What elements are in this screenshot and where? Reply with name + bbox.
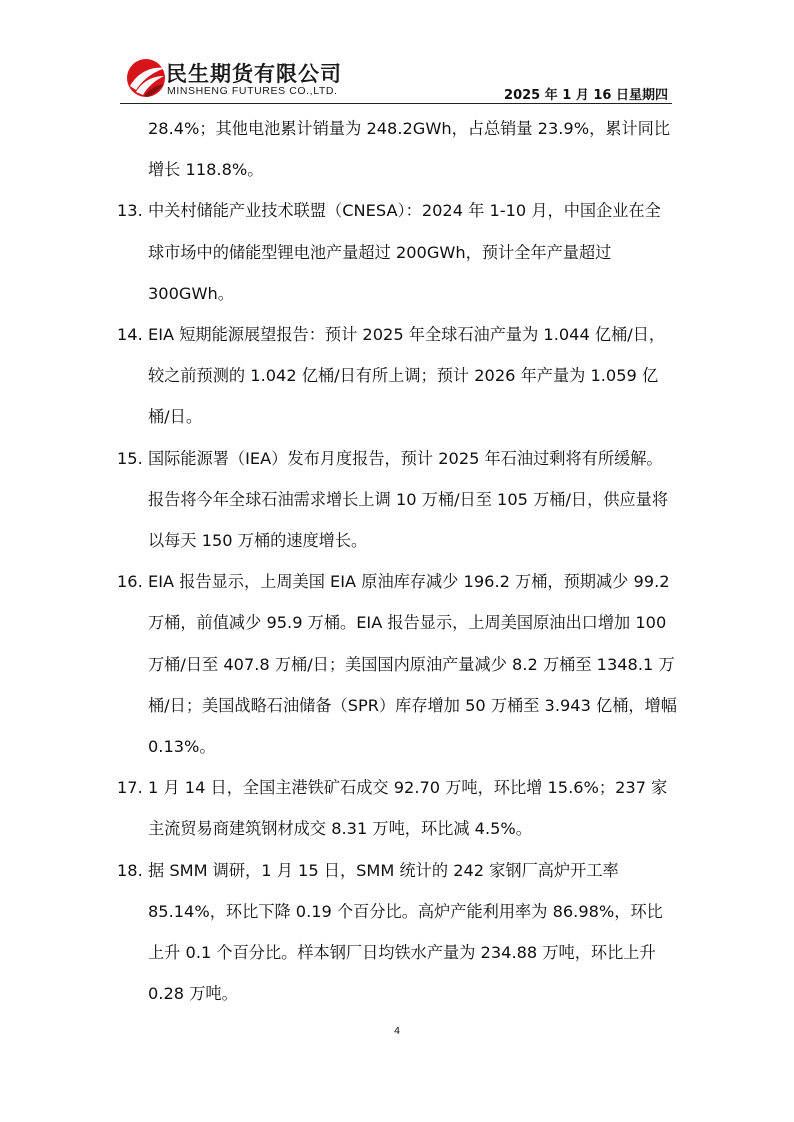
list-item-18: [117, 850, 677, 1015]
list-item-13: [117, 190, 677, 314]
list-item-17: [117, 767, 677, 849]
header-divider: [120, 103, 672, 104]
continued-paragraph: 28.4%；其他电池累计销量为 248.2GWh，占总销量 23.9%，累计同比增长 118.8%。: [148, 119, 671, 180]
list-item-16: [117, 561, 677, 767]
item-number: 17.: [117, 778, 143, 798]
company-name-en: MINSHENG FUTURES CO.,LTD.: [167, 85, 338, 97]
list-item-14: [117, 314, 677, 438]
item-text: 中关村储能产业技术联盟（CNESA）：2024 年 1-10 月，中国企业在全球市场中的储能型锂电池产量超过 200GWh，预计全年产量超过 300GWh。: [148, 201, 661, 303]
item-text: 1 月 14 日，全国主港铁矿石成交 92.70 万吨，环比增 15.6%；237 家主流贸易商建筑钢材成交 8.31 万吨，环比减 4.5%。: [148, 778, 668, 839]
item-text: 据 SMM 调研，1 月 15 日，SMM 统计的 242 家钢厂高炉开工率 85.14%，环比下降 0.19 个百分比。高炉产能利用率为 86.98%，环比上升 0.1 个百分比。样本钢厂日均铁水产量为 234.88 万吨，环比上升 0.28 万吨。: [148, 860, 663, 1004]
page-header: [120, 52, 672, 104]
company-name-cn: 民生期货有限公司: [166, 62, 342, 86]
list-item-15: [117, 438, 677, 562]
document-body: [117, 108, 677, 1014]
report-date: 2025 年 1 月 16 日星期四: [504, 88, 668, 103]
item-text: EIA 短期能源展望报告：预计 2025 年全球石油产量为 1.044 亿桶/日，较之前预测的 1.042 亿桶/日有所上调；预计 2026 年产量为 1.059 亿桶/日。: [148, 325, 666, 427]
item-text: EIA 报告显示，上周美国 EIA 原油库存减少 196.2 万桶，预期减少 99.2 万桶，前值减少 95.9 万桶。EIA 报告显示，上周美国原油出口增加 100 万桶/日至 407.8 万桶/日；美国国内原油产量减少 8.2 万桶至 1348.1 万桶/日；美国战略石油储备（SPR）库存增加 50 万桶至 3.943 亿桶，增幅 0.13%。: [148, 572, 677, 757]
item-number: 13.: [117, 201, 143, 221]
page-number: 4: [393, 1026, 401, 1037]
item-number: 15.: [117, 448, 143, 468]
minsheng-logo-icon: [124, 56, 168, 100]
item-text: 国际能源署（IEA）发布月度报告，预计 2025 年石油过剩将有所缓解。报告将今年全球石油需求增长上调 10 万桶/日至 105 万桶/日，供应量将以每天 150 万桶的速度增长。: [148, 448, 669, 551]
item-number: 16.: [117, 572, 143, 592]
item-number: 14.: [117, 325, 143, 345]
item-number: 18.: [117, 860, 143, 880]
